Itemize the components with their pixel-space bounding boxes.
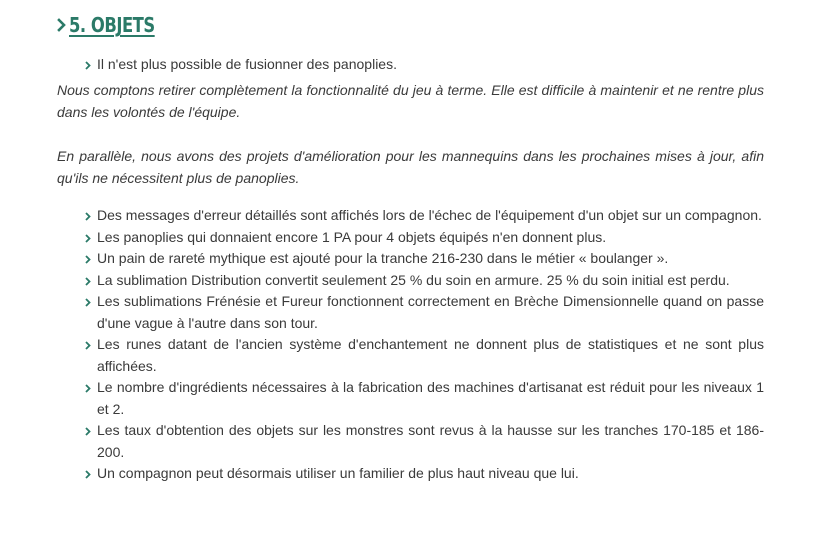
list-item <box>84 334 764 377</box>
list-item <box>84 54 764 76</box>
intro-list <box>84 54 764 76</box>
list-item <box>84 205 764 227</box>
bullet-chevron-icon <box>85 384 91 393</box>
list-item-text: Les sublimations Frénésie et Fureur fonctionnent correctement en Brèche Dimensionnelle quand on passe d'une vague à l'autre dans son tour. <box>97 293 764 331</box>
list-item <box>84 291 764 334</box>
bullet-chevron-icon <box>85 234 91 243</box>
list-item <box>84 270 764 292</box>
list-item <box>84 248 764 270</box>
bullet-chevron-icon <box>85 341 91 350</box>
list-item-text: Les panoplies qui donnaient encore 1 PA pour 4 objets équipés n'en donnent plus. <box>97 228 607 245</box>
list-item-text: Des messages d'erreur détaillés sont affichés lors de l'échec de l'équipement d'un objet sur un compagnon. <box>97 207 762 223</box>
list-item-text: Le nombre d'ingrédients nécessaires à la fabrication des machines d'artisanat est réduit pour les niveaux 1 et 2. <box>97 379 764 417</box>
section-heading <box>57 12 173 38</box>
list-item <box>84 420 764 463</box>
bullet-chevron-icon <box>85 277 91 286</box>
bullet-chevron-icon <box>85 427 91 436</box>
list-item-text: Les taux d'obtention des objets sur les monstres sont revus à la hausse sur les tranches 170-185 et 186-200. <box>97 422 764 460</box>
list-item-text: Un compagnon peut désormais utiliser un familier de plus haut niveau que lui. <box>97 465 579 481</box>
changes-list <box>84 205 764 485</box>
italic-paragraph: En parallèle, nous avons des projets d'amélioration pour les mannequins dans les prochaines mises à jour, afin qu'ils ne nécessitent plus de panoplies. <box>57 148 764 186</box>
list-item <box>84 377 764 420</box>
list-item-text: Un pain de rareté mythique est ajouté pour la tranche 216-230 dans le métier « boulanger ». <box>97 250 669 266</box>
italic-paragraph: Nous comptons retirer complètement la fonctionnalité du jeu à terme. Elle est difficile à maintenir et ne rentre plus dans les volontés de l'équipe. <box>57 82 764 120</box>
list-item-text: La sublimation Distribution convertit seulement 25 % du soin en armure. 25 % du soin initial est perdu. <box>97 271 730 288</box>
list-item <box>84 463 764 485</box>
list-item <box>84 227 764 249</box>
bullet-chevron-icon <box>85 298 91 307</box>
list-item-text: Il n'est plus possible de fusionner des panoplies. <box>97 56 397 72</box>
bullet-chevron-icon <box>85 470 91 479</box>
bullet-chevron-icon <box>85 255 91 264</box>
chevron-right-icon <box>57 15 68 35</box>
bullet-chevron-icon <box>85 212 91 221</box>
list-item-text: Les runes datant de l'ancien système d'enchantement ne donnent plus de statistiques et ne sont plus affichées. <box>97 336 764 374</box>
bullet-chevron-icon <box>85 61 91 70</box>
section-title[interactable]: 5. OBJETS <box>69 13 155 37</box>
